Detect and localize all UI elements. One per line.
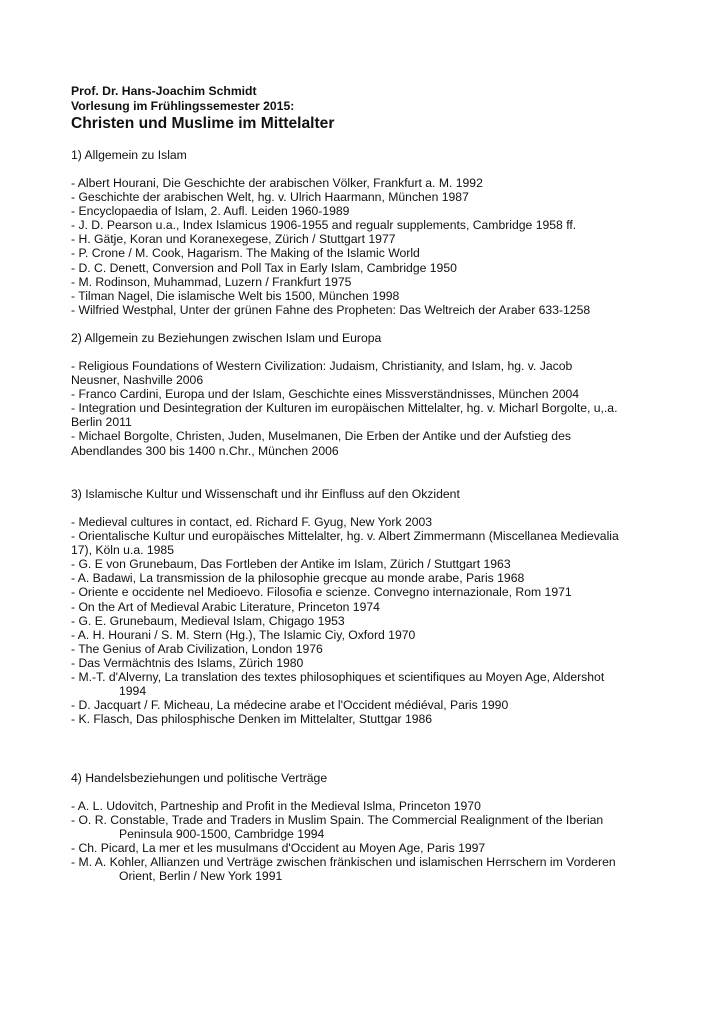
section-heading: 2) Allgemein zu Beziehungen zwischen Islam und Europa: [71, 331, 382, 345]
section-islamic-culture: [71, 487, 671, 726]
bibliography-list: [71, 799, 671, 884]
bibliography-entry: - Oriente e occidente nel Medioevo. Filosofia e scienze. Convegno internazionale, Rom 1971: [71, 585, 572, 600]
bibliography-entry: - G. E von Grunebaum, Das Fortleben der Antike im Islam, Zürich / Stuttgart 1963: [71, 557, 511, 572]
section-general-islam: [71, 148, 671, 317]
bibliography-entry: - Albert Hourani, Die Geschichte der arabischen Völker, Frankfurt a. M. 1992: [71, 176, 483, 190]
bibliography-entry: - Tilman Nagel, Die islamische Welt bis 1500, München 1998: [71, 288, 400, 303]
bibliography-entry: - The Genius of Arab Civilization, London 1976: [71, 641, 323, 656]
bibliography-entry: - A. H. Hourani / S. M. Stern (Hg.), The Islamic Ciy, Oxford 1970: [71, 627, 416, 642]
bibliography-entry: - Franco Cardini, Europa und der Islam, Geschichte eines Missverständnisses, München 2004: [71, 387, 580, 402]
bibliography-entry: - M.-T. d'Alverny, La translation des textes philosophiques et scientifiques au Moyen Age, Aldershot 1994: [71, 670, 605, 699]
bibliography-entry: - M. A. Kohler, Allianzen und Verträge zwischen fränkischen und islamischen Herrschern im Vorderen Orient, Berlin / New York 1991: [71, 855, 616, 884]
section-heading: 1) Allgemein zu Islam: [71, 148, 187, 162]
bibliography-entry: - A. Badawi, La transmission de la philosophie grecque au monde arabe, Paris 1968: [71, 571, 525, 586]
section-trade-treaties: [71, 771, 671, 884]
bibliography-entry: - On the Art of Medieval Arabic Literature, Princeton 1974: [71, 599, 380, 614]
bibliography-entry: - Integration und Desintegration der Kulturen im europäischen Mittelalter, hg. v. Micharl Borgolte, u,.a. Berlin 2011: [71, 401, 618, 430]
document-header: [71, 84, 671, 133]
document-title: Christen und Muslime im Mittelalter: [71, 115, 335, 132]
bibliography-entry: - Michael Borgolte, Christen, Juden, Muselmanen, Die Erben der Antike und der Aufstieg des Abendlandes 300 bis 1400 n.Chr., München 2006: [71, 429, 571, 458]
bibliography-entry: - D. C. Denett, Conversion and Poll Tax in Early Islam, Cambridge 1950: [71, 260, 457, 275]
bibliography-entry: - Ch. Picard, La mer et les musulmans d'Occident au Moyen Age, Paris 1997: [71, 841, 486, 856]
bibliography-entry: - Encyclopaedia of Islam, 2. Aufl. Leiden 1960-1989: [71, 204, 350, 219]
bibliography-entry: - A. L. Udovitch, Partneship and Profit in the Medieval Islma, Princeton 1970: [71, 799, 481, 813]
bibliography-entry: - Wilfried Westphal, Unter der grünen Fahne des Propheten: Das Weltreich der Araber 633-1258: [71, 302, 591, 317]
bibliography-entry: - Geschichte der arabischen Welt, hg. v. Ulrich Haarmann, München 1987: [71, 190, 469, 205]
bibliography-entry: - D. Jacquart / F. Micheau, La médecine arabe et l'Occident médiéval, Paris 1990: [71, 698, 509, 713]
bibliography-list: [71, 515, 671, 726]
section-islam-europe: [71, 331, 671, 458]
section-heading: 3) Islamische Kultur und Wissenschaft und ihr Einfluss auf den Okzident: [71, 487, 460, 501]
bibliography-entry: - J. D. Pearson u.a., Index Islamicus 1906-1955 and regualr supplements, Cambridge 1958 ff.: [71, 218, 577, 233]
bibliography-list: [71, 359, 671, 458]
bibliography-entry: - M. Rodinson, Muhammad, Luzern / Frankfurt 1975: [71, 274, 352, 289]
bibliography-entry: - H. Gätje, Koran und Koranexegese, Zürich / Stuttgart 1977: [71, 232, 396, 247]
bibliography-list: [71, 176, 671, 317]
bibliography-entry: - Orientalische Kultur und europäisches Mittelalter, hg. v. Albert Zimmermann (Miscellanea Medievalia 17), Köln u.a. 1985: [71, 529, 619, 558]
lecture-line: Vorlesung im Frühlingssemester 2015:: [71, 99, 295, 113]
bibliography-entry: - O. R. Constable, Trade and Traders in Muslim Spain. The Commercial Realignment of the Iberian Peninsula 900-1500, Cambridge 1994: [71, 813, 604, 842]
author-line: Prof. Dr. Hans-Joachim Schmidt: [71, 84, 257, 98]
bibliography-entry: - Das Vermächtnis des Islams, Zürich 1980: [71, 655, 304, 670]
bibliography-entry: - Religious Foundations of Western Civilization: Judaism, Christianity, and Islam, hg. v. Jacob Neusner, Nashville 2006: [71, 359, 573, 388]
bibliography-entry: - K. Flasch, Das philosphische Denken im Mittelalter, Stuttgar 1986: [71, 712, 433, 727]
bibliography-entry: - G. E. Grunebaum, Medieval Islam, Chigago 1953: [71, 613, 345, 628]
section-heading: 4) Handelsbeziehungen und politische Verträge: [71, 771, 328, 785]
bibliography-entry: - Medieval cultures in contact, ed. Richard F. Gyug, New York 2003: [71, 515, 433, 529]
bibliography-entry: - P. Crone / M. Cook, Hagarism. The Making of the Islamic World: [71, 246, 420, 261]
